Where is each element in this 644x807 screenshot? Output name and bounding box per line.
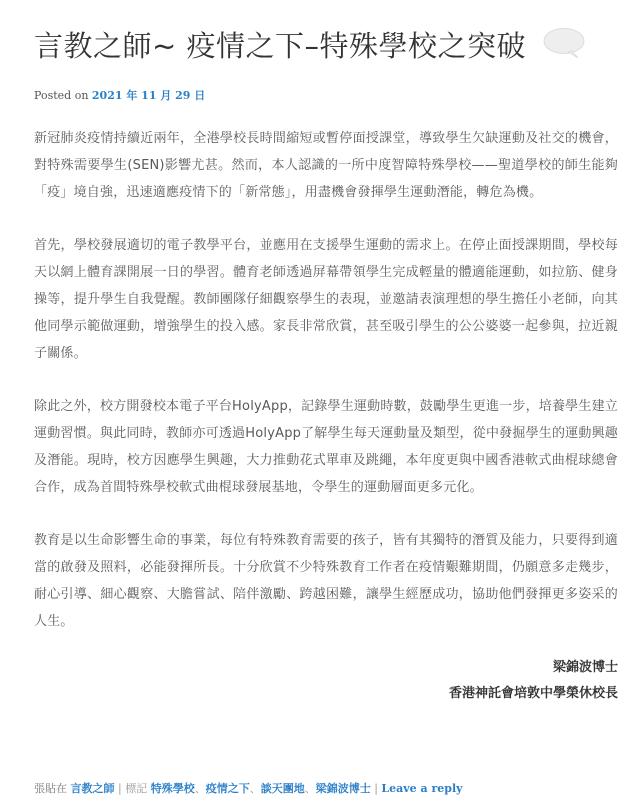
post-date-link[interactable]: 2021 年 11 月 29 日 [91,89,206,102]
tag-link[interactable]: 特殊學校 [150,782,195,795]
signature-block [34,655,618,707]
signature-title: 香港神託會培敦中學榮休校長 [448,686,618,701]
posted-in-label: 張貼在 [34,782,67,795]
post-footer: 張貼在 言教之師 | 標記 特殊學校、疫情之下、談天團地、梁錦波博士 | Leave a reply [34,782,463,795]
comment-bubble-icon[interactable] [542,27,586,59]
paragraph-4: 教育是以生命影響生命的事業，每位有特殊教育需要的孩子，皆有其獨特的潛質及能力，只要得到適當的啟發及照料，必能發揮所長。十分欣賞不少特殊教育工作者在疫情艱難期間，仍願意多走幾步，耐心引導、細心觀察、大膽嘗試、陪伴激勵、跨越困難，讓學生經歷成功，協助他們發揮更多姿采的人生。 [34,533,618,629]
tag-link[interactable]: 疫情之下 [205,782,250,795]
category-link[interactable]: 言教之師 [70,782,115,795]
tagged-label: | 標記 [118,782,148,795]
tag-link[interactable]: 談天團地 [260,782,305,795]
tag-link[interactable]: 梁錦波博士 [315,782,371,795]
signature-name: 梁錦波博士 [552,660,618,675]
posted-on-label: Posted on [34,89,89,102]
post-meta [34,87,618,103]
paragraph-1: 新冠肺炎疫情持續近兩年，全港學校長時間縮短或暫停面授課堂，導致學生欠缺運動及社交的機會，對特殊需要學生(SEN)影響尤甚。然而，本人認識的一所中度智障特殊學校——聖道學校的師生能夠「疫」境自強，迅速適應疫情下的「新常態」，用盡機會發揮學生運動潛能，轉危為機。 [34,131,618,200]
post-title[interactable]: 言教之師~ 疫情之下–特殊學校之突破 [34,29,527,63]
paragraph-2: 首先，學校發展適切的電子教學平台，並應用在支援學生運動的需求上。在停止面授課期間，學校每天以網上體育課開展一日的學習。體育老師透過屏幕帶領學生完成輕量的體適能運動，如拉筋、健身操等，提升學生自我覺醒。教師團隊仔細觀察學生的表現，並邀請表演理想的學生擔任小老師，向其他同學示範做運動，增強學生的投入感。家長非常欣賞，甚至吸引學生的公公婆婆一起參與，拉近親子關係。 [34,238,618,361]
paragraph-3: 除此之外，校方開發校本電子平台HolyApp，記錄學生運動時數，鼓勵學生更進一步，培養學生建立運動習慣。與此同時，教師亦可透過HolyApp了解學生每天運動量及類型，從中發掘學生的運動興趣及潛能。現時，校方因應學生興趣，大力推動花式單車及跳繩，本年度更與中國香港軟式曲棍球總會合作，成為首間特殊學校軟式曲棍球發展基地，令學生的運動層面更多元化。 [34,399,618,495]
leave-reply-link[interactable]: Leave a reply [381,782,463,795]
post-content [34,125,618,635]
article [34,0,618,707]
